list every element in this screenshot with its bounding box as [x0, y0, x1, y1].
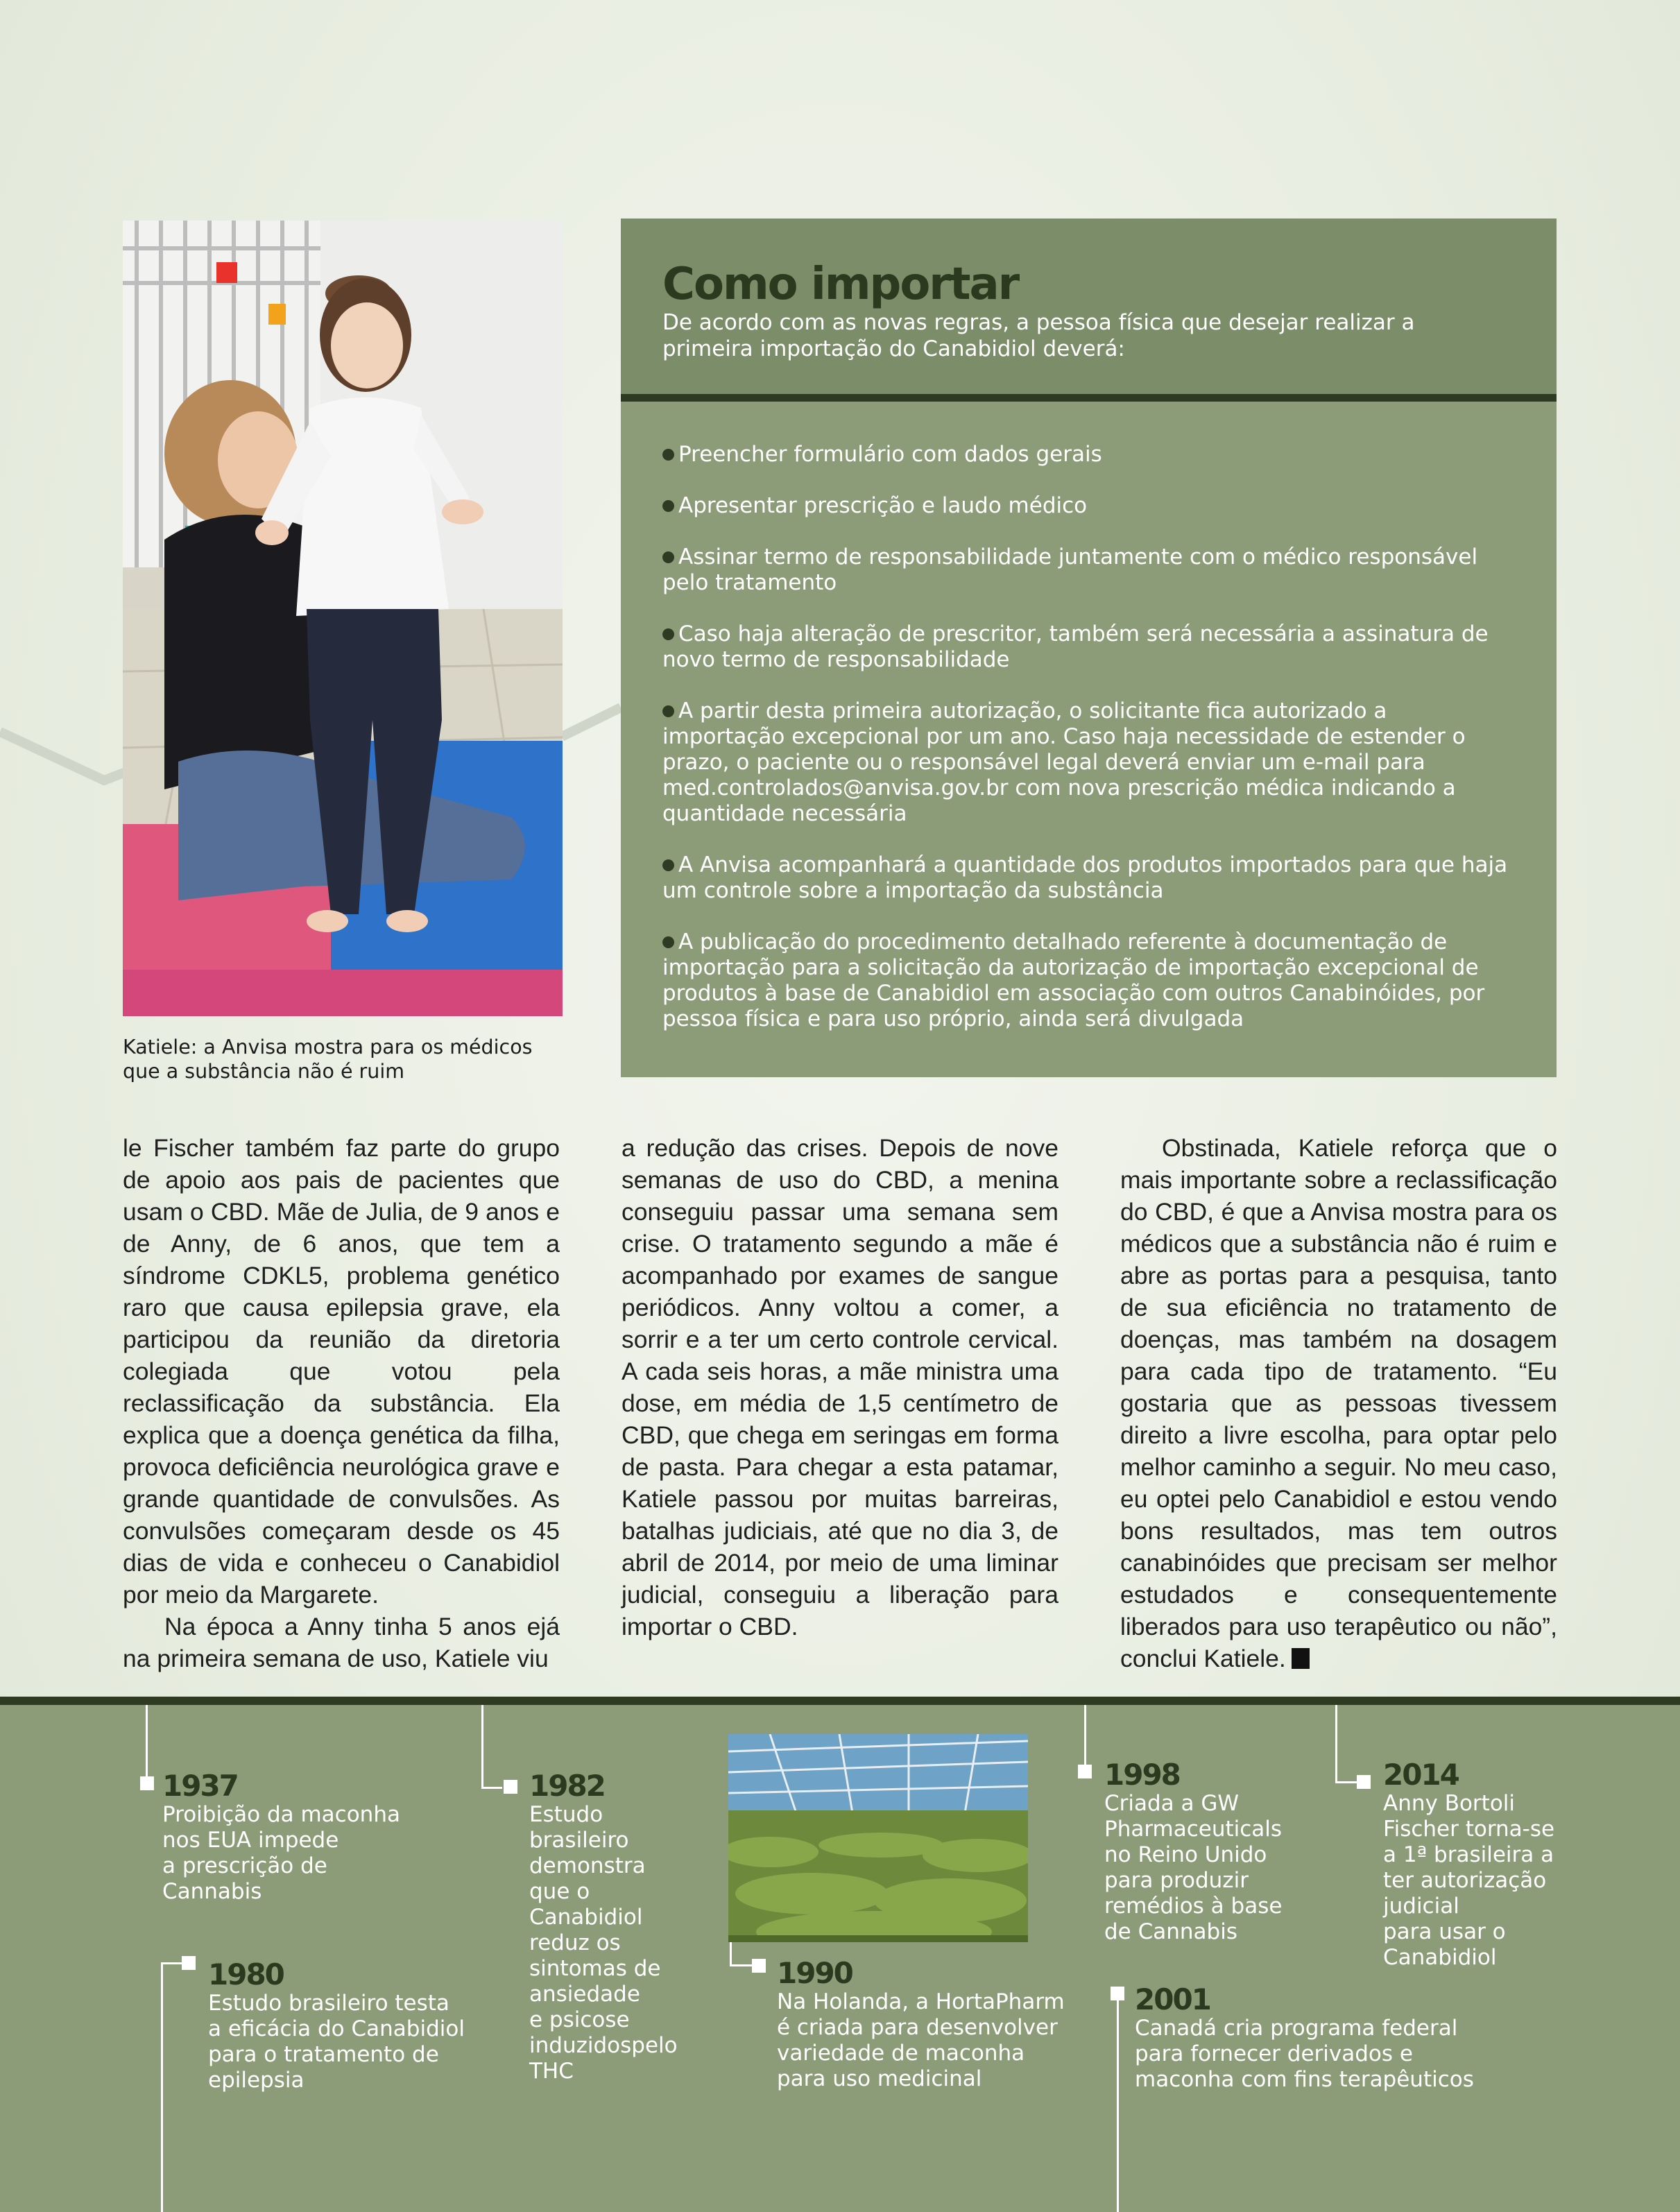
- timeline-connector: [146, 1705, 148, 1788]
- timeline-event-1990: [777, 1957, 1082, 2092]
- list-item-text: A Anvisa acompanhará a quantidade dos produtos importados para que haja um controle sobre a importação da substância: [662, 852, 1508, 903]
- timeline-year: 1990: [777, 1956, 852, 1990]
- list-item-text: Caso haja alteração de prescritor, também será necessária a assinatura de novo termo de responsabilidade: [662, 621, 1489, 672]
- end-of-article-icon: [1292, 1648, 1310, 1669]
- timeline-marker: [140, 1776, 154, 1790]
- bullet-icon: [662, 449, 674, 461]
- timeline-year: 2014: [1383, 1758, 1459, 1792]
- timeline-event-1998: [1104, 1759, 1333, 1945]
- timeline-marker: [504, 1780, 517, 1794]
- article-paragraph: le Fischer também faz parte do grupo de apoio aos pais de pacientes que usam o CBD. Mãe de Julia, de 9 anos e de Anny, de 6 anos, que tem a síndrome CDKL5, problema genético raro que causa epilepsia grave, ela participou da reunião da diretoria colegiada que votou pela reclassificação da substância. Ela explica que a doença genética da filha, provoca deficiência neurológica grave e grande quantidade de convulsões. As convulsões começaram desde os 45 dias de vida e conheceu o Canabidiol por meio da Margarete.: [123, 1134, 560, 1609]
- list-item: [662, 545, 1512, 596]
- list-item: [662, 442, 1512, 468]
- timeline-top-bar: [0, 1697, 1680, 1705]
- timeline-event-2014: [1383, 1759, 1612, 1971]
- photo-caption: Katiele: a Anvisa mostra para os médicos que a substância não é ruim: [123, 1036, 533, 1083]
- timeline-connector: [1117, 1991, 1119, 2212]
- list-item-text: A publicação do procedimento detalhado referente à documentação de importação para a solicitação da autorização de importação excepcional de produtos à base de Canabidiol em associação com outros Canabinóides, por pessoa física e para uso próprio, ainda será divulgada: [662, 929, 1485, 1031]
- timeline-connector: [1084, 1705, 1086, 1774]
- list-item: [662, 621, 1512, 673]
- timeline-year: 1998: [1104, 1758, 1180, 1792]
- list-item: [662, 493, 1512, 519]
- article-paragraph: Na época a Anny tinha 5 anos ejá na primeira semana de uso, Katiele viu: [123, 1613, 560, 1672]
- article-column-3: [1120, 1132, 1557, 1674]
- timeline-marker: [182, 1956, 196, 1970]
- article-column-2: [622, 1132, 1058, 1643]
- timeline-connector: [1335, 1705, 1337, 1783]
- timeline-text: Anny Bortoli Fischer torna-se a 1ª brasileira a ter autorização judicial para usar o Canabidiol: [1383, 1791, 1555, 1970]
- timeline-year: 1980: [208, 1957, 284, 1991]
- timeline-text: Estudo brasileiro testa a eficácia do Canabidiol para o tratamento de epilepsia: [208, 1991, 465, 2093]
- timeline-text: Criada a GW Pharmaceuticals no Reino Unido para produzir remédios à base de Cannabis: [1104, 1791, 1283, 1944]
- bullet-icon: [662, 500, 674, 512]
- timeline-marker: [1357, 1775, 1371, 1789]
- list-item: [662, 852, 1512, 904]
- article-paragraph: Obstinada, Katiele reforça que o mais importante sobre a reclassificação do CBD, é que a Anvisa mostra para os médicos que a substância não é ruim e abre as portas para a pesquisa, tanto de sua eficiência no tratamento de doenças, mas também na dosagem para cada tipo de tratamento. “Eu gostaria que as pessoas tivessem direito a livre escolha, para optar pelo melhor caminho a seguir. No meu caso, eu optei pelo Canabidiol e estou vendo bons resultados, mas tem outros canabinóides que precisam ser melhor estudados e consequentemente liberados para uso terapêutico ou não”, conclui Katiele.: [1120, 1134, 1557, 1672]
- list-item: [662, 929, 1512, 1032]
- greenhouse-photo: [728, 1734, 1028, 1942]
- article-column-1: [123, 1132, 560, 1674]
- box-title: Como importar: [662, 259, 1019, 310]
- timeline-marker: [752, 1959, 766, 1973]
- article-paragraph: a redução das crises. Depois de nove semanas de uso do CBD, a menina conseguiu passar uma semana sem crise. O tratamento segundo a mãe é acompanhado por exames de sangue periódicos. Anny voltou a comer, a sorrir e a ter um certo controle cervical. A cada seis horas, a mãe ministra uma dose, em média de 1,5 centímetro de CBD, que chega em seringas em forma de pasta. Para chegar a esta patamar, Katiele passou por muitas barreiras, batalhas judiciais, até que no dia 3, de abril de 2014, por meio de uma liminar judicial, conseguiu a liberação para importar o CBD.: [622, 1134, 1058, 1640]
- bullet-icon: [662, 859, 674, 871]
- cannabidiol-timeline: [0, 1697, 1680, 2212]
- bullet-icon: [662, 936, 674, 948]
- list-item-text: Apresentar prescrição e laudo médico: [678, 493, 1088, 518]
- timeline-connector: [730, 1942, 732, 1966]
- box-divider: [621, 394, 1557, 402]
- timeline-year: 1982: [529, 1769, 605, 1803]
- timeline-connector: [481, 1787, 502, 1789]
- bullet-icon: [662, 551, 674, 563]
- timeline-year: 1937: [162, 1769, 238, 1803]
- timeline-text: Canadá cria programa federal para fornecer derivados e maconha com fins terapêuticos: [1135, 2016, 1474, 2092]
- box-list: [662, 442, 1512, 1058]
- list-item-text: Preencher formulário com dados gerais: [678, 442, 1102, 467]
- timeline-event-1980: [208, 1959, 499, 2093]
- box-intro: De acordo com as novas regras, a pessoa física que desejar realizar a primeira importação do Canabidiol deverá:: [662, 310, 1415, 361]
- timeline-event-1937: [162, 1770, 426, 1905]
- list-item-text: A partir desta primeira autorização, o solicitante fica autorizado a importação excepcional por um ano. Caso haja necessidade de estender o prazo, o paciente ou o responsável legal deverá enviar um e-mail para med.controlados@anvisa.gov.br com nova prescrição médica indicando a quantidade necessária: [662, 698, 1466, 826]
- bullet-icon: [662, 705, 674, 717]
- timeline-year: 2001: [1135, 1982, 1210, 2016]
- timeline-event-1982: [529, 1770, 723, 2084]
- timeline-connector: [161, 1962, 163, 2212]
- timeline-marker: [1111, 1987, 1124, 2000]
- timeline-text: Proibição da maconha nos EUA impede a prescrição de Cannabis: [162, 1802, 400, 1904]
- timeline-text: Estudo brasileiro demonstra que o Canabidiol reduz os sintomas de ansiedade e psicose induzidospelo THC: [529, 1802, 678, 2084]
- photo-katiele-and-daughter: [123, 221, 563, 1016]
- list-item-text: Assinar termo de responsabilidade juntamente com o médico responsável pelo tratamento: [662, 545, 1478, 595]
- list-item: [662, 698, 1512, 827]
- timeline-event-2001: [1135, 1984, 1523, 2093]
- timeline-text: Na Holanda, a HortaPharm é criada para desenvolver variedade de maconha para uso medicinal: [777, 1989, 1065, 2091]
- timeline-connector: [481, 1705, 483, 1788]
- timeline-marker: [1078, 1765, 1092, 1778]
- bullet-icon: [662, 628, 674, 640]
- import-info-box: [621, 218, 1557, 1077]
